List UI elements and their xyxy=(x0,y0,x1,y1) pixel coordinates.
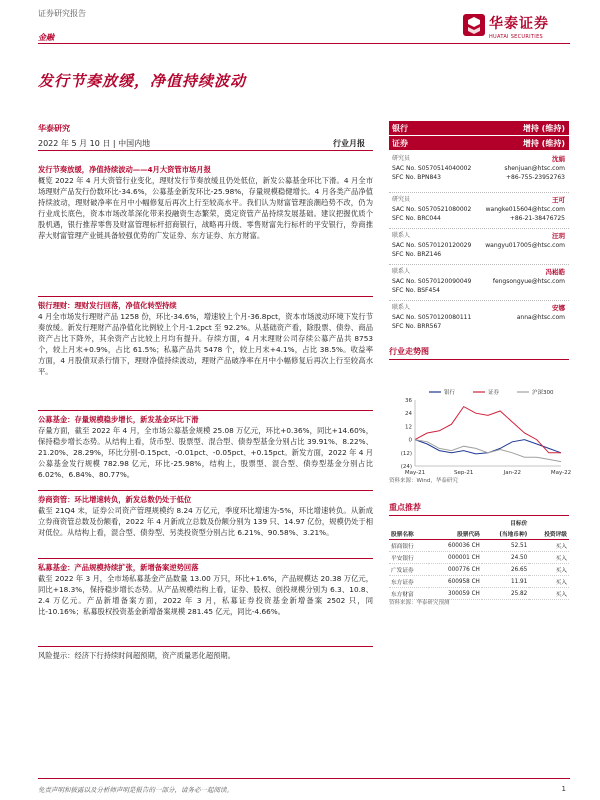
analyst-divider xyxy=(389,192,569,193)
section-divider xyxy=(38,646,373,647)
section-body: 截至 21Q4 末，证券公司资产管理规模约 8.24 万亿元，季度环比增速为-5%，环比增速转负。从新成立券商资管总数及份额看，2022 年 4 月新成立总数及份额分别为 139 只、14.97 亿份，规模仍处于相对低位。从结构上看，混合型、债券型、另类投资型分别占比 6.21%、90.58%、3.21%。 xyxy=(38,506,373,537)
analyst-role: 联系人 xyxy=(392,268,411,275)
stock-name: 广发证券 xyxy=(391,568,414,574)
analyst-email[interactable]: anna@htsc.com xyxy=(516,314,565,321)
legend-item xyxy=(473,388,500,396)
target-price: 25.82 xyxy=(510,590,528,597)
target-price: 24.50 xyxy=(510,554,528,561)
target-price: 26.65 xyxy=(510,566,528,573)
table-row xyxy=(389,564,569,576)
analyst-role: 联系人 xyxy=(392,232,411,239)
trend-chart-heading: 行业走势图 xyxy=(389,346,569,360)
huatai-logo-mark-icon xyxy=(463,14,485,36)
y-tick-label: 12 xyxy=(405,424,412,431)
column-header: 股票名称 xyxy=(389,528,429,540)
logo-text-en: HUATAI SECURITIES xyxy=(489,34,543,40)
disclaimer-note: 免责声明和披露以及分析师声明是报告的一部分，请务必一起阅读。 xyxy=(38,786,233,794)
page-number: 1 xyxy=(561,785,566,793)
huatai-logo xyxy=(463,10,568,50)
analyst-sac: SAC No. S0570120120029 xyxy=(392,242,472,249)
analyst-role: 联系人 xyxy=(392,304,411,311)
chart-source: 资料来源：Wind，华泰研究 xyxy=(389,478,458,484)
analyst-role: 研究员 xyxy=(392,155,411,162)
recommendations-source: 资料来源：华泰研究预测 xyxy=(389,600,450,606)
legend-item xyxy=(517,388,554,396)
analyst-email[interactable]: wangke015604@htsc.com xyxy=(485,206,565,213)
rating-row-securities xyxy=(389,136,569,150)
analyst-sac: SAC No. S0570521080002 xyxy=(392,206,472,213)
y-tick-label: 0 xyxy=(408,437,412,444)
rating-sector: 证券 xyxy=(392,139,408,148)
rating-sector: 银行 xyxy=(392,124,408,133)
stock-code: 000776 CH xyxy=(448,566,480,573)
table-row xyxy=(389,540,569,552)
svg-text:证券: 证券 xyxy=(488,390,500,396)
x-tick-label: Sep-21 xyxy=(453,470,474,476)
section-summary xyxy=(38,164,373,241)
section-private-funds xyxy=(38,558,373,617)
sector-tag: 金融 xyxy=(38,33,54,42)
analyst-divider xyxy=(389,228,569,229)
logo-text-cn: 华泰证券 xyxy=(489,16,549,32)
analyst-name: 沈娟 xyxy=(552,155,565,163)
section-heading: 公募基金：存量规模稳步增长，新发基金环比下滑 xyxy=(38,415,199,424)
analyst-phone: +86-755-23952763 xyxy=(506,174,565,181)
svg-text:银行: 银行 xyxy=(444,390,456,396)
target-price: 11.91 xyxy=(510,578,528,585)
analyst-sfc: SFC No. BRC044 xyxy=(392,215,441,222)
analyst-name: 王可 xyxy=(552,196,565,204)
section-heading: 券商资管：环比增速转负，新发总数仍处于低位 xyxy=(38,495,192,504)
rating: 买入 xyxy=(555,568,567,574)
analyst-sfc: SFC No. BRZ146 xyxy=(392,251,442,258)
section-heading: 发行节奏放缓，净值持续波动——4月大资管市场月报 xyxy=(38,165,211,174)
y-tick-label: 36 xyxy=(405,398,412,404)
report-title: 发行节奏放缓，净值持续波动 xyxy=(38,72,247,90)
analyst-sac: SAC No. S0570120080111 xyxy=(392,314,472,321)
section-body: 存量方面，截至 2022 年 4 月，全市场公募基金规模 25.08 万亿元，环比+0.36%，同比+14.60%，保持稳步增长态势。从结构上看，货币型、股票型、混合型、债券型基金分别占比 39.91%、8.22%、21.20%、28.29%，环比分别-0.15pct、-0.01pct、-0.05pct、+0.15pct。新发方面，2022 年 4 月公募基金发行规模 782.98 亿元，环比-25.98%，结构上，股票型、混合型、债券型基金分别占比 6.02%、6.84%、80.77%。 xyxy=(38,426,373,479)
svg-text:沪深300: 沪深300 xyxy=(532,390,554,396)
section-broker-am xyxy=(38,490,373,538)
rating-value: 增持 (维持) xyxy=(522,139,565,148)
rating-value: 增持 (维持) xyxy=(522,124,565,133)
legend-item xyxy=(429,388,456,396)
analyst-email[interactable]: wangyu017005@htsc.com xyxy=(485,242,565,249)
analyst-email[interactable]: fengsongyue@htsc.com xyxy=(492,278,565,285)
column-header: 目标价 xyxy=(510,521,528,527)
rating: 买入 xyxy=(555,556,567,562)
section-heading: 私募基金：产品规模持续扩张，新增备案逆势回落 xyxy=(38,563,199,572)
risk-warning-text: 风险提示：经济下行持续时间超预期，资产质量恶化超预期。 xyxy=(38,651,236,660)
analyst-phone: +86-21-38476725 xyxy=(509,215,565,222)
x-tick-label: May-22 xyxy=(550,470,572,476)
doc-type-label: 证券研究报告 xyxy=(38,9,86,18)
institute-name: 华泰研究 xyxy=(38,124,70,133)
target-price: 52.51 xyxy=(510,542,528,549)
report-type: 行业月报 xyxy=(333,139,365,148)
analyst-sfc: SFC No. BRR567 xyxy=(392,323,442,330)
section-mutual-funds xyxy=(38,410,373,480)
report-dateline: 2022 年 5 月 10 日 | 中国内地 xyxy=(38,139,151,148)
stock-name: 招商银行 xyxy=(391,544,414,550)
stock-code: 300059 CH xyxy=(448,590,480,597)
analyst-email[interactable]: shenjuan@htsc.com xyxy=(504,165,565,172)
analyst-name: 汪玥 xyxy=(552,232,565,240)
industry-trend-chart xyxy=(389,386,572,482)
analyst-sac: SAC No. S0570514040002 xyxy=(392,165,472,172)
section-body: 截至 2022 年 3 月，全市场私募基金产品数量 13.00 万只，环比+1.6%，产品规模达 20.38 万亿元，同比+18.3%，保持稳步增长态势。从产品规模结构上看，证券、股权、创投规模分别为 6.3、10.8、2.4 万亿元。产品新增备案方面，2022 年 3 月，私募证券投资基金新增备案 2502 只，同比-10.16%；私募股权投资基金新增备案规模 281.45 亿元，同比-4.66%。 xyxy=(38,574,373,616)
footer-divider xyxy=(38,778,570,779)
column-header: 投资评级 xyxy=(529,528,569,540)
analyst-sac: SAC No. S0570120090049 xyxy=(392,278,472,285)
x-tick-label: May-21 xyxy=(404,470,426,476)
rating: 买入 xyxy=(555,544,567,550)
dateline-divider xyxy=(38,150,373,151)
section-divider xyxy=(38,558,373,559)
recommendations-heading: 重点推荐 xyxy=(389,502,569,516)
analyst-name: 安娜 xyxy=(552,304,565,312)
analyst-name: 冯崧皓 xyxy=(545,268,565,276)
stock-code: 000001 CH xyxy=(448,554,480,561)
rating-row-bank xyxy=(389,121,569,135)
analyst-divider xyxy=(389,264,569,265)
table-row xyxy=(389,576,569,588)
analyst-divider xyxy=(389,300,569,301)
x-tick-label: Jan-22 xyxy=(503,470,522,476)
recommendations-table xyxy=(389,517,569,600)
stock-name: 平安银行 xyxy=(391,556,414,562)
column-header: (当地币种) xyxy=(482,528,529,540)
analyst-sfc: SFC No. BPN843 xyxy=(392,174,441,181)
stock-code: 600036 CH xyxy=(448,542,480,549)
section-body: 概览 2022 年 4 月大资管行业变化，理财发行节奏放缓且仍处低位，新发公募基金环比下滑。4 月全市场理财产品发行份数环比-34.6%，公募基金新发环比-25.98%，存量规模稳健增长。4 月各类产品净值持续波动，理财破净率在月中小幅修复后再次上行至较高水平。我们认为财富管理浪潮趋势不改，仍为行业成长底色，资本市场改革深化带来投融资生态繁荣，奠定资管产品持续发展基础。建议把握优质个股机遇，银行推荐零售及财富管理标杆招商银行，战略再升级、零售财富先行标杆的平安银行，券商推荐大财富管理产业链具备较强优势的广发证券、东方证券、东方财富。 xyxy=(38,176,373,240)
section-risk-warning xyxy=(38,646,373,661)
section-body: 4 月全市场发行理财产品 1258 份，环比-34.6%，增速较上个月-36.8pct，资本市场波动环境下发行节奏放缓。新发行理财产品净值化比例较上个月-1.2pct 至 92.2%。从基础资产看，除股票、债券、商品资产占比下降外，其余资产占比较上月均有提升。存续方面，4 月末理财公司存续公募产品共 8753 个，较上月末+0.9%，占比 61.5%；私募产品共 5478 个，较上月末+4.1%，占比 38.5%。收益率方面，4 月股债双杀行情下，理财净值持续波动，理财产品破净率在月中小幅修复后再次上行至较高水平。 xyxy=(38,312,373,376)
section-heading: 银行理财：理财发行回落，净值化转型持续 xyxy=(38,301,177,310)
stock-name: 东方财富 xyxy=(391,592,414,598)
rating: 买入 xyxy=(555,580,567,586)
stock-code: 600958 CH xyxy=(448,578,480,585)
table-row xyxy=(389,552,569,564)
y-tick-label: 24 xyxy=(405,411,412,418)
section-divider xyxy=(38,296,373,297)
analyst-role: 研究员 xyxy=(392,196,411,203)
header-divider xyxy=(38,43,570,44)
section-divider xyxy=(38,490,373,491)
y-tick-label: (24) xyxy=(400,464,412,470)
section-divider xyxy=(38,410,373,411)
column-header: 股票代码 xyxy=(429,528,482,540)
analyst-sfc: SFC No. BSF454 xyxy=(392,287,440,294)
stock-name: 东方证券 xyxy=(391,580,414,586)
rating: 买入 xyxy=(555,592,567,598)
series-line xyxy=(415,407,561,453)
y-tick-label: (12) xyxy=(400,450,412,457)
section-bank-wealth xyxy=(38,296,373,377)
